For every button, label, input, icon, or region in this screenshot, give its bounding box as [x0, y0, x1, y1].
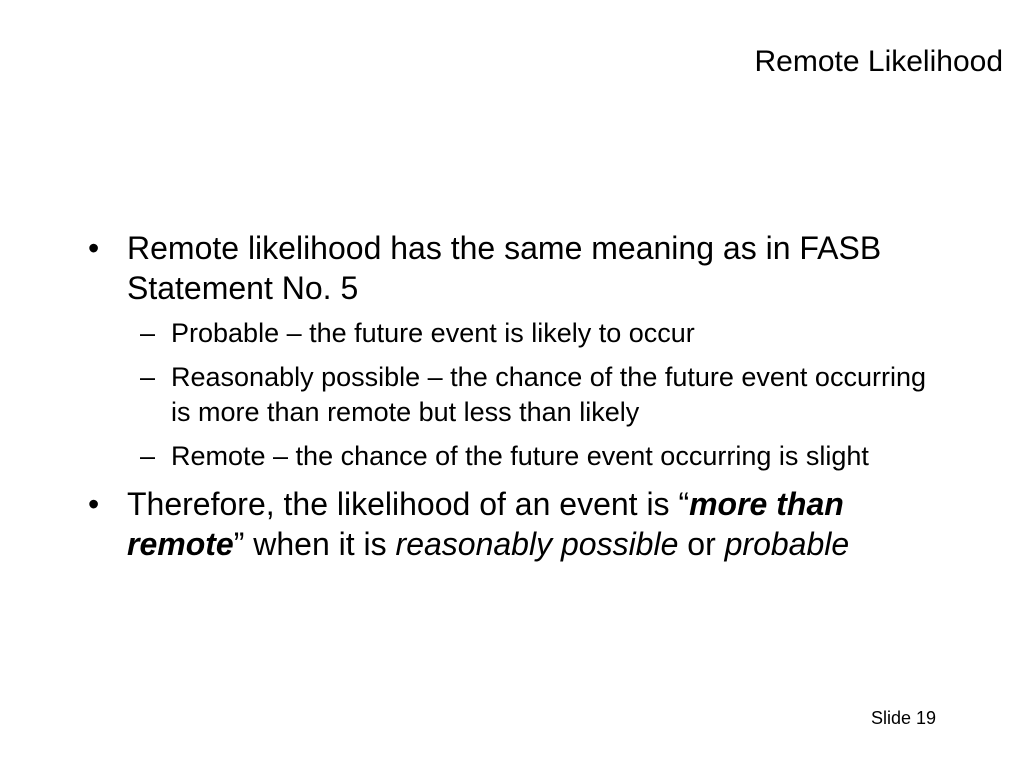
- bullet-text-part: or: [678, 526, 725, 562]
- bullet-text: Remote likelihood has the same meaning as in FASB Statement No. 5: [127, 230, 882, 306]
- slide-title: Remote Likelihood: [754, 45, 1003, 78]
- bullet-marker: •: [88, 486, 100, 522]
- bullet-item: [88, 484, 948, 564]
- slide-content: [88, 228, 948, 564]
- slide-number: Slide 19: [870, 708, 936, 728]
- sub-bullet-text: Reasonably possible – the chance of the future event occurring is more than remote but less than likely: [171, 362, 926, 427]
- bullet-text: [127, 484, 947, 564]
- sub-bullet-marker: –: [140, 362, 156, 392]
- sub-bullet-item: [88, 360, 948, 430]
- sub-bullet-list: [88, 316, 948, 474]
- sub-bullet-item: [88, 316, 948, 351]
- sub-bullet-text: Probable – the future event is likely to occur: [171, 318, 695, 348]
- sub-bullet-marker: –: [140, 441, 156, 471]
- sub-bullet-text: Remote – the chance of the future event occurring is slight: [171, 441, 869, 471]
- emphasis-more-than-remote: more than remote: [127, 486, 844, 562]
- bullet-text-part: Therefore, the likelihood of an event is “: [127, 486, 690, 522]
- bullet-item: [88, 228, 948, 308]
- emphasis-reasonably-possible: reasonably possible: [395, 526, 679, 562]
- bullet-text-part: ” when it is: [233, 526, 396, 562]
- sub-bullet-marker: –: [140, 318, 156, 348]
- sub-bullet-item: [88, 439, 948, 474]
- emphasis-probable: probable: [724, 526, 850, 562]
- bullet-marker: •: [88, 230, 100, 266]
